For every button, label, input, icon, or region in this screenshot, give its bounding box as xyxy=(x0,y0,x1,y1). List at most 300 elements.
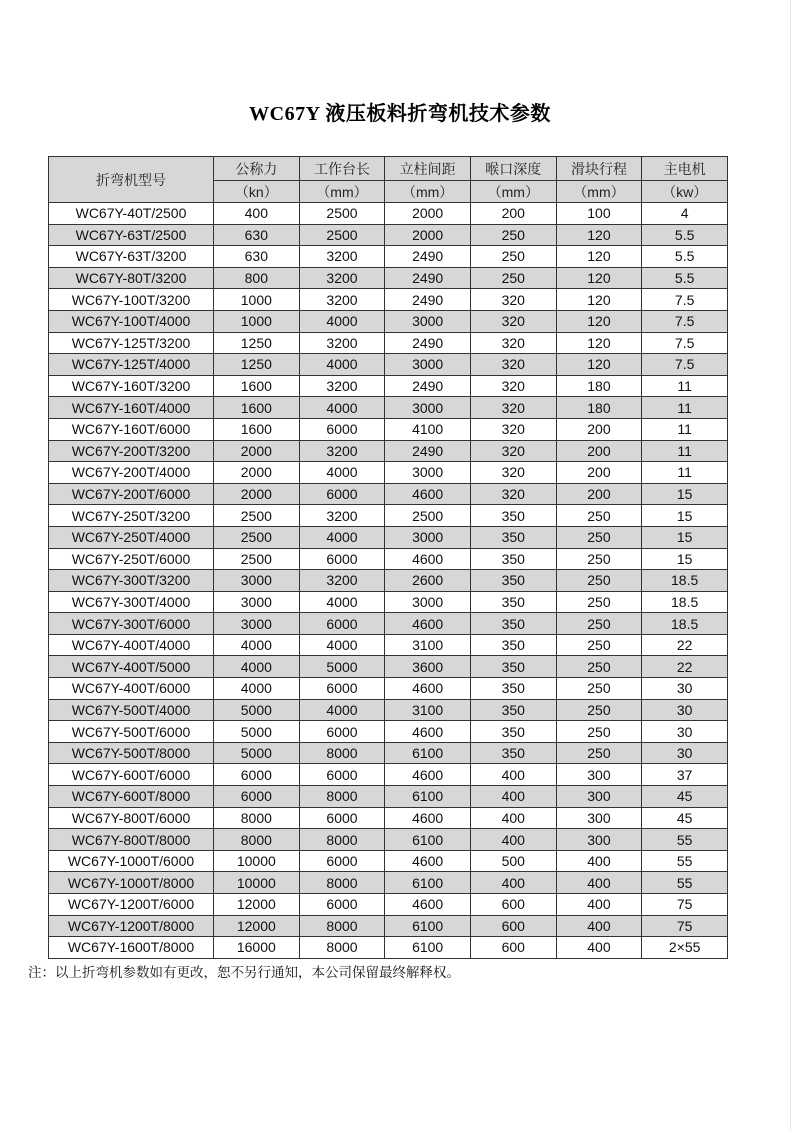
value-cell: 500 xyxy=(470,850,556,872)
value-cell: 6100 xyxy=(385,872,471,894)
value-cell: 120 xyxy=(556,354,642,376)
value-cell: 6000 xyxy=(299,418,385,440)
value-cell: 1600 xyxy=(214,418,300,440)
value-cell: 2000 xyxy=(385,224,471,246)
value-cell: 120 xyxy=(556,310,642,332)
value-cell: 3200 xyxy=(299,267,385,289)
table-row xyxy=(49,505,728,527)
table-row xyxy=(49,332,728,354)
value-cell: 4100 xyxy=(385,418,471,440)
column-unit-3: （mm） xyxy=(470,181,556,203)
model-cell: WC67Y-100T/3200 xyxy=(49,289,214,311)
value-cell: 200 xyxy=(556,418,642,440)
column-unit-0: （kn） xyxy=(214,181,300,203)
table-row xyxy=(49,462,728,484)
model-cell: WC67Y-200T/4000 xyxy=(49,462,214,484)
table-row xyxy=(49,548,728,570)
value-cell: 3000 xyxy=(385,310,471,332)
value-cell: 11 xyxy=(642,440,728,462)
value-cell: 37 xyxy=(642,764,728,786)
value-cell: 320 xyxy=(470,483,556,505)
table-row xyxy=(49,894,728,916)
value-cell: 4000 xyxy=(299,591,385,613)
value-cell: 350 xyxy=(470,548,556,570)
value-cell: 8000 xyxy=(299,915,385,937)
value-cell: 3200 xyxy=(299,440,385,462)
value-cell: 6000 xyxy=(299,764,385,786)
value-cell: 6000 xyxy=(299,850,385,872)
value-cell: 2000 xyxy=(214,440,300,462)
value-cell: 800 xyxy=(214,267,300,289)
value-cell: 1600 xyxy=(214,397,300,419)
table-row xyxy=(49,203,728,225)
value-cell: 30 xyxy=(642,678,728,700)
value-cell: 3000 xyxy=(385,591,471,613)
value-cell: 3000 xyxy=(385,354,471,376)
value-cell: 3000 xyxy=(385,397,471,419)
value-cell: 320 xyxy=(470,310,556,332)
value-cell: 5.5 xyxy=(642,267,728,289)
value-cell: 2500 xyxy=(214,505,300,527)
value-cell: 400 xyxy=(470,872,556,894)
value-cell: 8000 xyxy=(299,937,385,959)
table-row xyxy=(49,526,728,548)
value-cell: 6100 xyxy=(385,937,471,959)
model-cell: WC67Y-1200T/6000 xyxy=(49,894,214,916)
value-cell: 3000 xyxy=(385,462,471,484)
value-cell: 400 xyxy=(556,915,642,937)
value-cell: 5000 xyxy=(214,742,300,764)
column-unit-5: （kw） xyxy=(642,181,728,203)
value-cell: 8000 xyxy=(214,807,300,829)
value-cell: 2490 xyxy=(385,375,471,397)
value-cell: 3200 xyxy=(299,375,385,397)
value-cell: 1600 xyxy=(214,375,300,397)
table-row xyxy=(49,807,728,829)
value-cell: 7.5 xyxy=(642,289,728,311)
value-cell: 3200 xyxy=(299,332,385,354)
value-cell: 3200 xyxy=(299,246,385,268)
model-cell: WC67Y-800T/6000 xyxy=(49,807,214,829)
model-cell: WC67Y-1600T/8000 xyxy=(49,937,214,959)
model-cell: WC67Y-200T/6000 xyxy=(49,483,214,505)
value-cell: 4000 xyxy=(299,526,385,548)
value-cell: 200 xyxy=(556,483,642,505)
model-cell: WC67Y-800T/8000 xyxy=(49,829,214,851)
value-cell: 3200 xyxy=(299,289,385,311)
value-cell: 15 xyxy=(642,526,728,548)
value-cell: 600 xyxy=(470,937,556,959)
value-cell: 4600 xyxy=(385,894,471,916)
value-cell: 8000 xyxy=(299,742,385,764)
value-cell: 350 xyxy=(470,656,556,678)
table-row xyxy=(49,915,728,937)
value-cell: 250 xyxy=(556,591,642,613)
value-cell: 8000 xyxy=(299,786,385,808)
column-header-2: 立柱间距 xyxy=(385,157,471,181)
value-cell: 45 xyxy=(642,807,728,829)
value-cell: 250 xyxy=(556,505,642,527)
model-cell: WC67Y-500T/8000 xyxy=(49,742,214,764)
value-cell: 55 xyxy=(642,872,728,894)
value-cell: 200 xyxy=(556,462,642,484)
value-cell: 250 xyxy=(556,634,642,656)
table-row xyxy=(49,634,728,656)
value-cell: 320 xyxy=(470,354,556,376)
value-cell: 2500 xyxy=(214,526,300,548)
value-cell: 250 xyxy=(556,548,642,570)
value-cell: 180 xyxy=(556,397,642,419)
value-cell: 55 xyxy=(642,850,728,872)
scan-artifact-line xyxy=(790,0,791,1131)
value-cell: 3200 xyxy=(299,505,385,527)
value-cell: 12000 xyxy=(214,894,300,916)
value-cell: 6100 xyxy=(385,829,471,851)
value-cell: 5000 xyxy=(299,656,385,678)
model-cell: WC67Y-250T/3200 xyxy=(49,505,214,527)
table-row xyxy=(49,397,728,419)
value-cell: 5.5 xyxy=(642,224,728,246)
value-cell: 180 xyxy=(556,375,642,397)
model-cell: WC67Y-40T/2500 xyxy=(49,203,214,225)
value-cell: 400 xyxy=(556,850,642,872)
value-cell: 400 xyxy=(556,872,642,894)
value-cell: 350 xyxy=(470,570,556,592)
value-cell: 120 xyxy=(556,224,642,246)
table-row xyxy=(49,678,728,700)
column-header-4: 滑块行程 xyxy=(556,157,642,181)
column-header-5: 主电机 xyxy=(642,157,728,181)
value-cell: 2500 xyxy=(299,203,385,225)
value-cell: 11 xyxy=(642,462,728,484)
model-cell: WC67Y-600T/8000 xyxy=(49,786,214,808)
value-cell: 6000 xyxy=(214,764,300,786)
value-cell: 11 xyxy=(642,418,728,440)
value-cell: 120 xyxy=(556,246,642,268)
table-row xyxy=(49,483,728,505)
model-cell: WC67Y-125T/4000 xyxy=(49,354,214,376)
value-cell: 4000 xyxy=(214,634,300,656)
model-cell: WC67Y-300T/6000 xyxy=(49,613,214,635)
value-cell: 15 xyxy=(642,548,728,570)
value-cell: 250 xyxy=(556,570,642,592)
value-cell: 4600 xyxy=(385,764,471,786)
value-cell: 1250 xyxy=(214,332,300,354)
value-cell: 2500 xyxy=(385,505,471,527)
model-cell: WC67Y-63T/2500 xyxy=(49,224,214,246)
table-row xyxy=(49,570,728,592)
value-cell: 250 xyxy=(470,224,556,246)
value-cell: 4000 xyxy=(299,462,385,484)
value-cell: 3200 xyxy=(299,570,385,592)
table-row xyxy=(49,418,728,440)
value-cell: 250 xyxy=(470,246,556,268)
value-cell: 2490 xyxy=(385,289,471,311)
value-cell: 2500 xyxy=(299,224,385,246)
model-cell: WC67Y-63T/3200 xyxy=(49,246,214,268)
value-cell: 4600 xyxy=(385,850,471,872)
value-cell: 6100 xyxy=(385,915,471,937)
value-cell: 2490 xyxy=(385,246,471,268)
value-cell: 630 xyxy=(214,224,300,246)
value-cell: 350 xyxy=(470,721,556,743)
value-cell: 6000 xyxy=(299,807,385,829)
value-cell: 18.5 xyxy=(642,570,728,592)
value-cell: 320 xyxy=(470,440,556,462)
value-cell: 6100 xyxy=(385,786,471,808)
value-cell: 250 xyxy=(470,267,556,289)
value-cell: 100 xyxy=(556,203,642,225)
value-cell: 350 xyxy=(470,505,556,527)
table-row xyxy=(49,721,728,743)
value-cell: 600 xyxy=(470,915,556,937)
value-cell: 30 xyxy=(642,699,728,721)
value-cell: 5.5 xyxy=(642,246,728,268)
value-cell: 30 xyxy=(642,721,728,743)
value-cell: 3100 xyxy=(385,699,471,721)
value-cell: 2000 xyxy=(214,483,300,505)
value-cell: 11 xyxy=(642,375,728,397)
value-cell: 30 xyxy=(642,742,728,764)
value-cell: 6000 xyxy=(299,894,385,916)
model-cell: WC67Y-250T/6000 xyxy=(49,548,214,570)
value-cell: 3000 xyxy=(385,526,471,548)
value-cell: 4000 xyxy=(214,678,300,700)
value-cell: 6000 xyxy=(299,721,385,743)
value-cell: 350 xyxy=(470,613,556,635)
value-cell: 3600 xyxy=(385,656,471,678)
value-cell: 7.5 xyxy=(642,332,728,354)
table-row xyxy=(49,354,728,376)
model-cell: WC67Y-400T/4000 xyxy=(49,634,214,656)
value-cell: 400 xyxy=(214,203,300,225)
value-cell: 250 xyxy=(556,656,642,678)
table-row xyxy=(49,289,728,311)
model-cell: WC67Y-500T/6000 xyxy=(49,721,214,743)
value-cell: 250 xyxy=(556,721,642,743)
value-cell: 120 xyxy=(556,267,642,289)
value-cell: 630 xyxy=(214,246,300,268)
value-cell: 6000 xyxy=(214,786,300,808)
value-cell: 8000 xyxy=(299,872,385,894)
table-row xyxy=(49,937,728,959)
model-cell: WC67Y-200T/3200 xyxy=(49,440,214,462)
value-cell: 4000 xyxy=(299,354,385,376)
value-cell: 15 xyxy=(642,483,728,505)
model-cell: WC67Y-100T/4000 xyxy=(49,310,214,332)
value-cell: 350 xyxy=(470,742,556,764)
value-cell: 350 xyxy=(470,634,556,656)
value-cell: 320 xyxy=(470,418,556,440)
value-cell: 320 xyxy=(470,289,556,311)
value-cell: 18.5 xyxy=(642,613,728,635)
value-cell: 600 xyxy=(470,894,556,916)
model-cell: WC67Y-600T/6000 xyxy=(49,764,214,786)
value-cell: 2500 xyxy=(214,548,300,570)
value-cell: 200 xyxy=(470,203,556,225)
value-cell: 4600 xyxy=(385,548,471,570)
model-cell: WC67Y-400T/6000 xyxy=(49,678,214,700)
value-cell: 11 xyxy=(642,397,728,419)
value-cell: 10000 xyxy=(214,872,300,894)
value-cell: 4000 xyxy=(299,310,385,332)
value-cell: 2490 xyxy=(385,440,471,462)
value-cell: 3000 xyxy=(214,591,300,613)
value-cell: 4000 xyxy=(299,634,385,656)
value-cell: 320 xyxy=(470,462,556,484)
column-header-1: 工作台长 xyxy=(299,157,385,181)
table-row xyxy=(49,764,728,786)
table-row xyxy=(49,246,728,268)
table-row xyxy=(49,656,728,678)
value-cell: 4000 xyxy=(214,656,300,678)
table-row xyxy=(49,699,728,721)
value-cell: 2000 xyxy=(214,462,300,484)
column-header-0: 公称力 xyxy=(214,157,300,181)
value-cell: 4600 xyxy=(385,678,471,700)
column-unit-4: （mm） xyxy=(556,181,642,203)
footnote: 注：以上折弯机参数如有更改，恕不另行通知，本公司保留最终解释权。 xyxy=(28,965,460,980)
value-cell: 300 xyxy=(556,786,642,808)
column-unit-1: （mm） xyxy=(299,181,385,203)
spec-table-container xyxy=(48,156,728,959)
value-cell: 4600 xyxy=(385,721,471,743)
value-cell: 6000 xyxy=(299,613,385,635)
value-cell: 400 xyxy=(556,937,642,959)
value-cell: 300 xyxy=(556,807,642,829)
value-cell: 400 xyxy=(470,807,556,829)
model-cell: WC67Y-250T/4000 xyxy=(49,526,214,548)
table-row xyxy=(49,850,728,872)
value-cell: 6000 xyxy=(299,483,385,505)
model-cell: WC67Y-1000T/6000 xyxy=(49,850,214,872)
column-unit-2: （mm） xyxy=(385,181,471,203)
model-cell: WC67Y-125T/3200 xyxy=(49,332,214,354)
value-cell: 350 xyxy=(470,526,556,548)
value-cell: 7.5 xyxy=(642,354,728,376)
table-row xyxy=(49,440,728,462)
header-label-row xyxy=(49,157,728,181)
value-cell: 16000 xyxy=(214,937,300,959)
table-row xyxy=(49,613,728,635)
value-cell: 4000 xyxy=(299,699,385,721)
value-cell: 300 xyxy=(556,764,642,786)
model-cell: WC67Y-500T/4000 xyxy=(49,699,214,721)
model-cell: WC67Y-160T/6000 xyxy=(49,418,214,440)
model-cell: WC67Y-1200T/8000 xyxy=(49,915,214,937)
value-cell: 300 xyxy=(556,829,642,851)
value-cell: 2000 xyxy=(385,203,471,225)
value-cell: 350 xyxy=(470,699,556,721)
value-cell: 350 xyxy=(470,591,556,613)
value-cell: 8000 xyxy=(299,829,385,851)
value-cell: 320 xyxy=(470,332,556,354)
value-cell: 5000 xyxy=(214,721,300,743)
value-cell: 1250 xyxy=(214,354,300,376)
value-cell: 250 xyxy=(556,699,642,721)
page-title: WC67Y 液压板料折弯机技术参数 xyxy=(249,103,551,125)
value-cell: 55 xyxy=(642,829,728,851)
model-cell: WC67Y-80T/3200 xyxy=(49,267,214,289)
column-header-3: 喉口深度 xyxy=(470,157,556,181)
value-cell: 2490 xyxy=(385,332,471,354)
value-cell: 6000 xyxy=(299,548,385,570)
value-cell: 15 xyxy=(642,505,728,527)
table-row xyxy=(49,872,728,894)
value-cell: 320 xyxy=(470,375,556,397)
value-cell: 5000 xyxy=(214,699,300,721)
model-cell: WC67Y-400T/5000 xyxy=(49,656,214,678)
model-column-header: 折弯机型号 xyxy=(49,157,214,203)
model-cell: WC67Y-160T/4000 xyxy=(49,397,214,419)
value-cell: 4600 xyxy=(385,483,471,505)
value-cell: 4000 xyxy=(299,397,385,419)
table-header xyxy=(49,157,728,203)
table-row xyxy=(49,591,728,613)
value-cell: 22 xyxy=(642,656,728,678)
value-cell: 75 xyxy=(642,894,728,916)
value-cell: 6000 xyxy=(299,678,385,700)
value-cell: 22 xyxy=(642,634,728,656)
value-cell: 75 xyxy=(642,915,728,937)
value-cell: 250 xyxy=(556,526,642,548)
value-cell: 7.5 xyxy=(642,310,728,332)
spec-table xyxy=(48,156,728,959)
value-cell: 6100 xyxy=(385,742,471,764)
value-cell: 4 xyxy=(642,203,728,225)
value-cell: 2600 xyxy=(385,570,471,592)
value-cell: 1000 xyxy=(214,289,300,311)
table-row xyxy=(49,267,728,289)
value-cell: 8000 xyxy=(214,829,300,851)
value-cell: 400 xyxy=(470,829,556,851)
table-row xyxy=(49,375,728,397)
value-cell: 12000 xyxy=(214,915,300,937)
value-cell: 2×55 xyxy=(642,937,728,959)
value-cell: 3000 xyxy=(214,570,300,592)
model-cell: WC67Y-160T/3200 xyxy=(49,375,214,397)
table-body xyxy=(49,203,728,959)
value-cell: 4600 xyxy=(385,613,471,635)
value-cell: 45 xyxy=(642,786,728,808)
model-cell: WC67Y-1000T/8000 xyxy=(49,872,214,894)
value-cell: 400 xyxy=(556,894,642,916)
table-row xyxy=(49,310,728,332)
value-cell: 2490 xyxy=(385,267,471,289)
value-cell: 120 xyxy=(556,332,642,354)
value-cell: 4600 xyxy=(385,807,471,829)
table-row xyxy=(49,829,728,851)
value-cell: 1000 xyxy=(214,310,300,332)
value-cell: 250 xyxy=(556,742,642,764)
table-row xyxy=(49,742,728,764)
value-cell: 3100 xyxy=(385,634,471,656)
model-cell: WC67Y-300T/3200 xyxy=(49,570,214,592)
value-cell: 250 xyxy=(556,613,642,635)
value-cell: 400 xyxy=(470,786,556,808)
table-row xyxy=(49,224,728,246)
value-cell: 200 xyxy=(556,440,642,462)
value-cell: 400 xyxy=(470,764,556,786)
value-cell: 250 xyxy=(556,678,642,700)
table-row xyxy=(49,786,728,808)
value-cell: 120 xyxy=(556,289,642,311)
value-cell: 3000 xyxy=(214,613,300,635)
value-cell: 350 xyxy=(470,678,556,700)
value-cell: 18.5 xyxy=(642,591,728,613)
value-cell: 10000 xyxy=(214,850,300,872)
model-cell: WC67Y-300T/4000 xyxy=(49,591,214,613)
